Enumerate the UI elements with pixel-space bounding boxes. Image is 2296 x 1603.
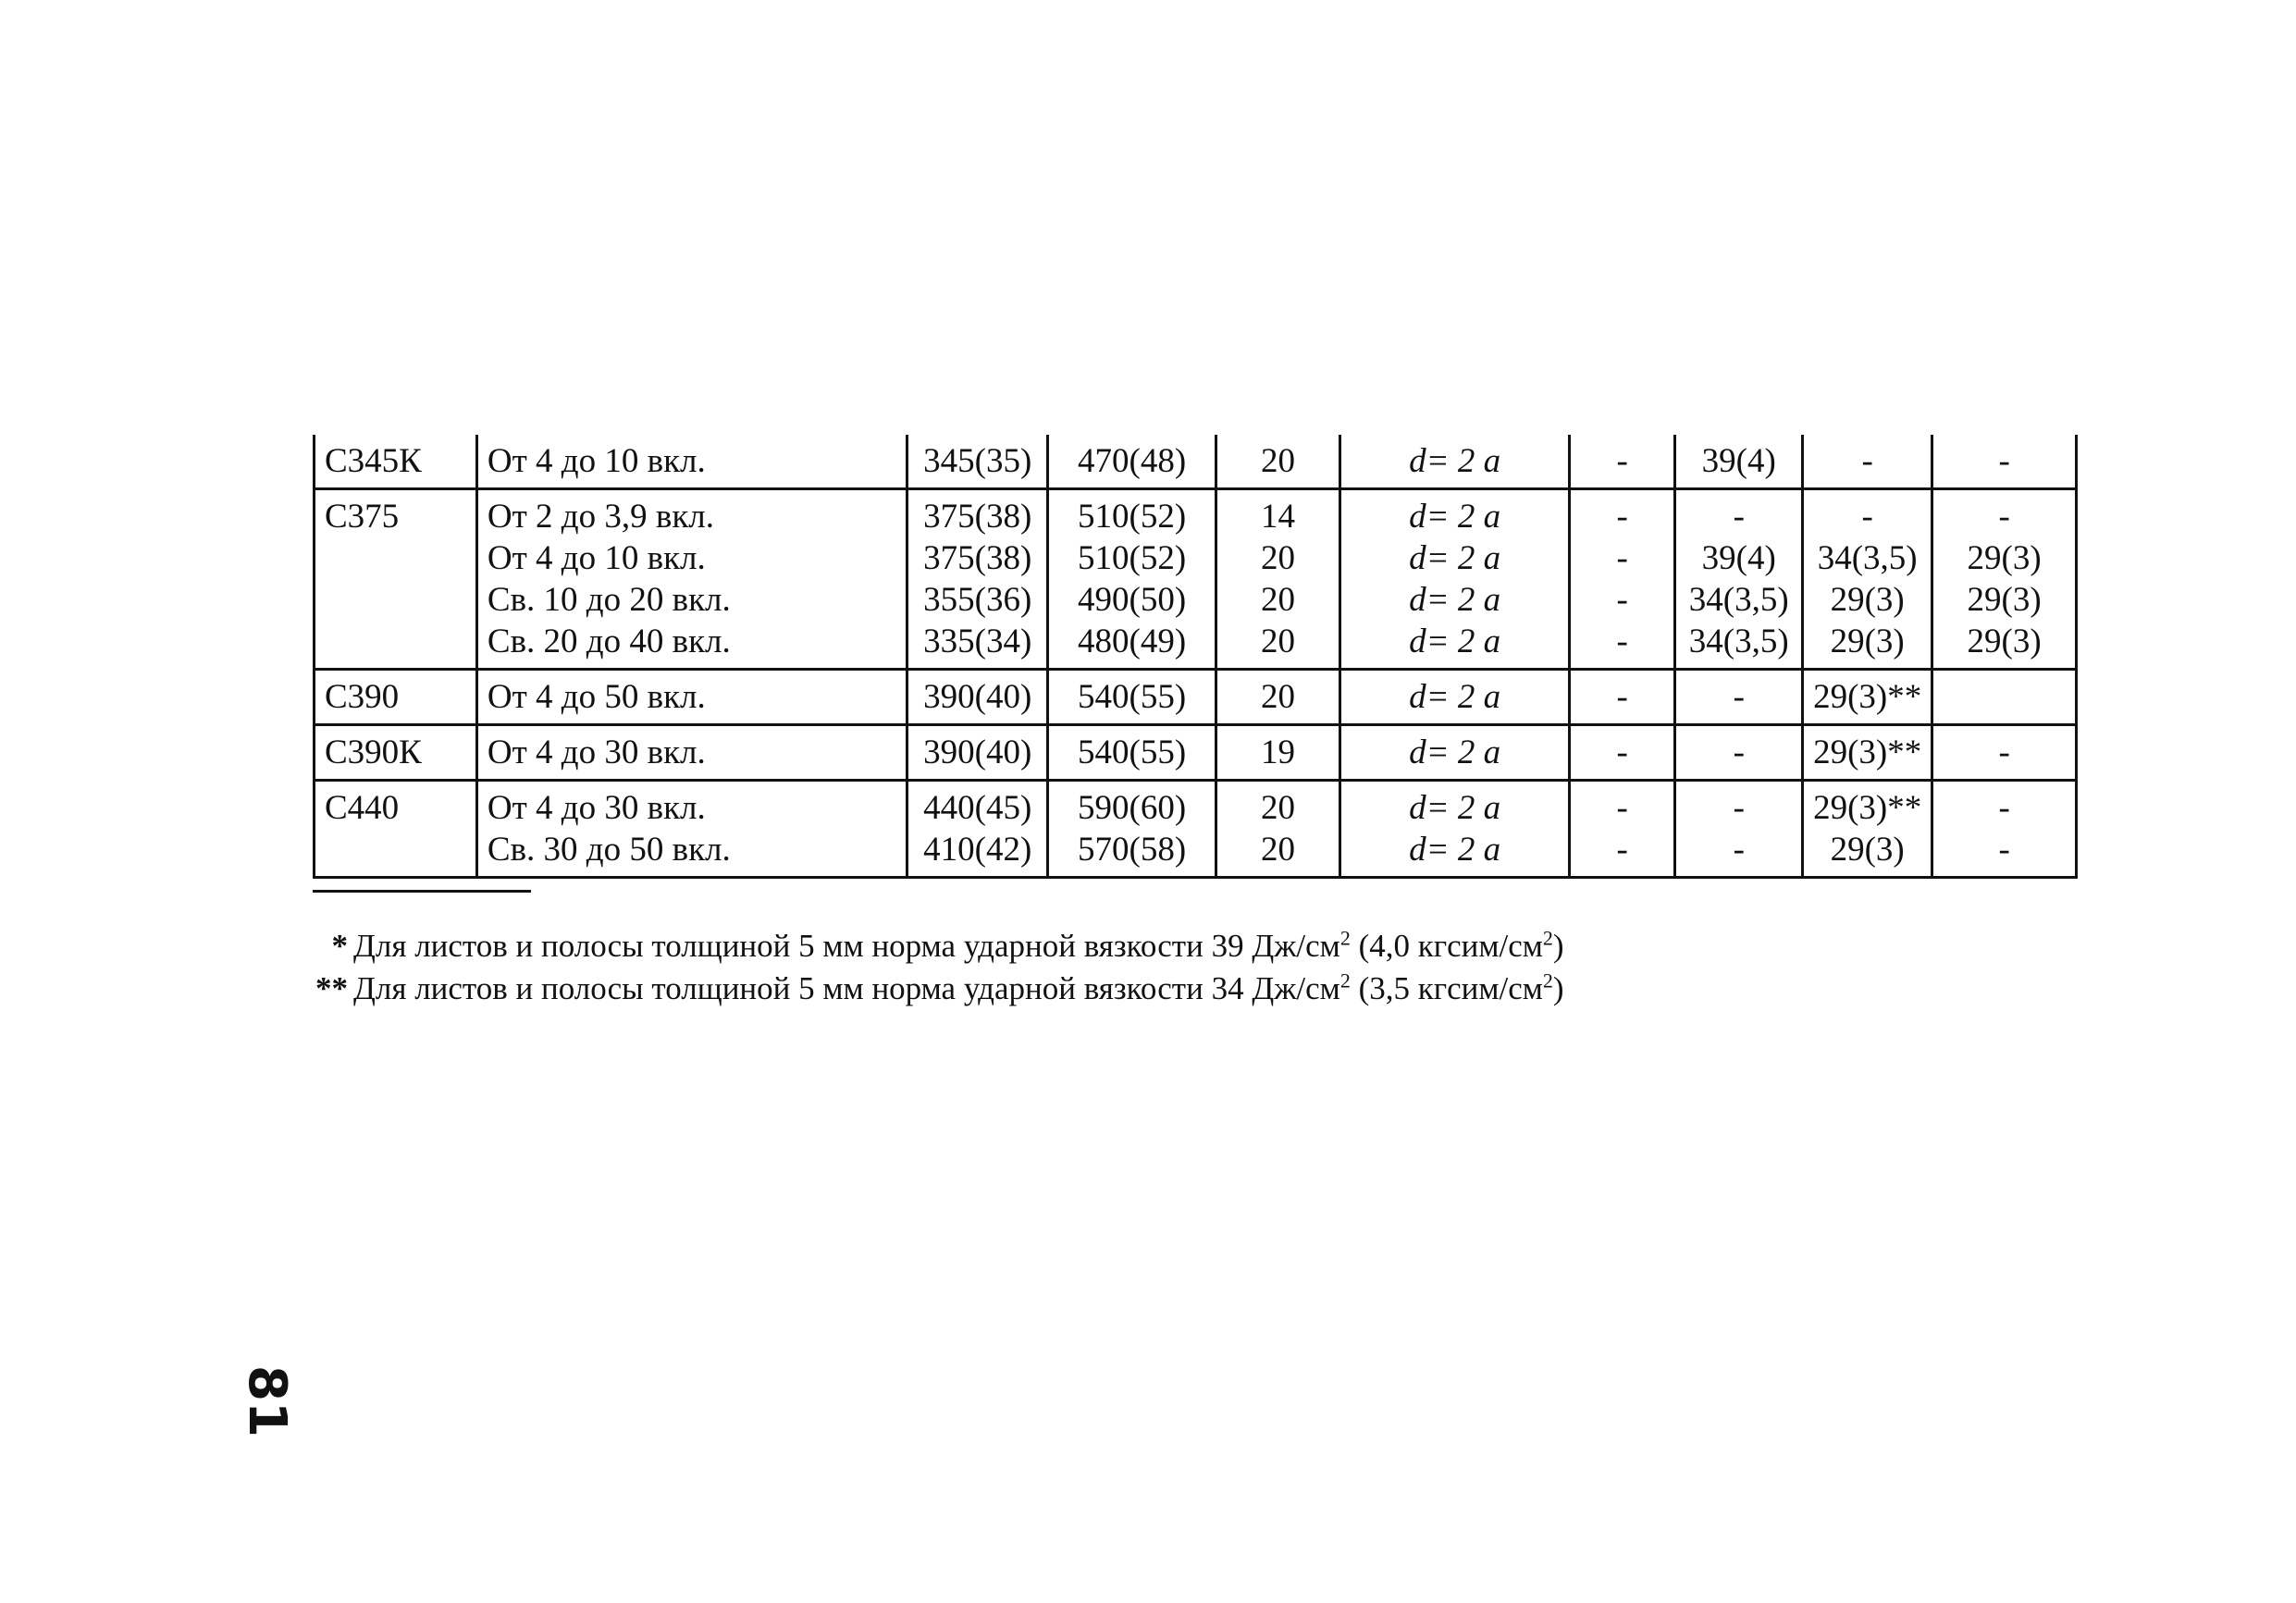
superscript: 2 xyxy=(1339,926,1351,950)
impact-cell: - xyxy=(1803,435,1932,489)
impact-cell: - 34(3,5) 29(3) 29(3) xyxy=(1803,489,1932,670)
grade-cell: С390К xyxy=(315,725,477,781)
elongation-cell: 14 20 20 20 xyxy=(1216,489,1340,670)
impact-cell: - xyxy=(1569,725,1675,781)
bend-cell: d= 2 a xyxy=(1340,670,1569,725)
impact-cell: - xyxy=(1675,670,1803,725)
grade-cell: С390 xyxy=(315,670,477,725)
yield-cell: 345(35) xyxy=(907,435,1048,489)
grade-cell: С345К xyxy=(315,435,477,489)
impact-cell: - xyxy=(1569,670,1675,725)
footnote-text: Для листов и полосы толщиной 5 мм норма ударной вязкости 39 Дж/см xyxy=(353,928,1340,964)
bend-cell: d= 2 a xyxy=(1340,725,1569,781)
thickness-cell: От 4 до 50 вкл. xyxy=(476,670,907,725)
impact-cell: - xyxy=(1932,435,2077,489)
footnote-text: ) xyxy=(1552,928,1564,964)
tensile-cell: 540(55) xyxy=(1048,725,1216,781)
elongation-cell: 20 xyxy=(1216,435,1340,489)
footnote-text: (3,5 кгсим/см xyxy=(1350,970,1543,1006)
impact-cell: 29(3)** 29(3) xyxy=(1803,781,1932,878)
impact-cell: 29(3)** xyxy=(1803,670,1932,725)
footnote-mark: * xyxy=(331,928,348,964)
table-row xyxy=(315,489,2077,670)
yield-cell: 390(40) xyxy=(907,725,1048,781)
footnote-2 xyxy=(313,968,1564,1010)
impact-cell: - xyxy=(1932,725,2077,781)
footnote-text: ) xyxy=(1552,970,1564,1006)
elongation-cell: 20 xyxy=(1216,670,1340,725)
grade-cell: С440 xyxy=(315,781,477,878)
page-number: 81 xyxy=(237,1365,297,1437)
superscript: 2 xyxy=(1542,968,1553,993)
footnote-separator xyxy=(313,890,531,893)
impact-cell: - xyxy=(1675,725,1803,781)
yield-cell: 390(40) xyxy=(907,670,1048,725)
impact-cell xyxy=(1932,670,2077,725)
bend-cell: d= 2 a xyxy=(1340,435,1569,489)
table-row xyxy=(315,670,2077,725)
grade-cell: С375 xyxy=(315,489,477,670)
table-row xyxy=(315,781,2077,878)
impact-cell: - - xyxy=(1569,781,1675,878)
impact-cell: - - xyxy=(1932,781,2077,878)
elongation-cell: 20 20 xyxy=(1216,781,1340,878)
tensile-cell: 510(52) 510(52) 490(50) 480(49) xyxy=(1048,489,1216,670)
impact-cell: - xyxy=(1569,435,1675,489)
thickness-cell: От 2 до 3,9 вкл. От 4 до 10 вкл. Св. 10 до 20 вкл. Св. 20 до 40 вкл. xyxy=(476,489,907,670)
impact-cell: 29(3)** xyxy=(1803,725,1932,781)
footnote-text: Для листов и полосы толщиной 5 мм норма ударной вязкости 34 Дж/см xyxy=(353,970,1340,1006)
impact-cell: - 29(3) 29(3) 29(3) xyxy=(1932,489,2077,670)
yield-cell: 440(45) 410(42) xyxy=(907,781,1048,878)
footnote-text: (4,0 кгсим/см xyxy=(1350,928,1543,964)
thickness-cell: От 4 до 30 вкл. Св. 30 до 50 вкл. xyxy=(476,781,907,878)
impact-cell: - - - - xyxy=(1569,489,1675,670)
table-row xyxy=(315,435,2077,489)
impact-cell: 39(4) xyxy=(1675,435,1803,489)
impact-cell: - 39(4) 34(3,5) 34(3,5) xyxy=(1675,489,1803,670)
thickness-cell: От 4 до 10 вкл. xyxy=(476,435,907,489)
tensile-cell: 470(48) xyxy=(1048,435,1216,489)
tensile-cell: 540(55) xyxy=(1048,670,1216,725)
superscript: 2 xyxy=(1542,926,1553,950)
footnotes xyxy=(313,925,1564,1010)
superscript: 2 xyxy=(1339,968,1351,993)
impact-cell: - - xyxy=(1675,781,1803,878)
table-row xyxy=(315,725,2077,781)
bend-cell: d= 2 a d= 2 a xyxy=(1340,781,1569,878)
steel-properties-table xyxy=(313,435,2078,879)
elongation-cell: 19 xyxy=(1216,725,1340,781)
thickness-cell: От 4 до 30 вкл. xyxy=(476,725,907,781)
tensile-cell: 590(60) 570(58) xyxy=(1048,781,1216,878)
bend-cell: d= 2 a d= 2 a d= 2 a d= 2 a xyxy=(1340,489,1569,670)
yield-cell: 375(38) 375(38) 355(36) 335(34) xyxy=(907,489,1048,670)
footnote-1 xyxy=(313,925,1564,968)
footnote-mark: ** xyxy=(315,970,348,1006)
